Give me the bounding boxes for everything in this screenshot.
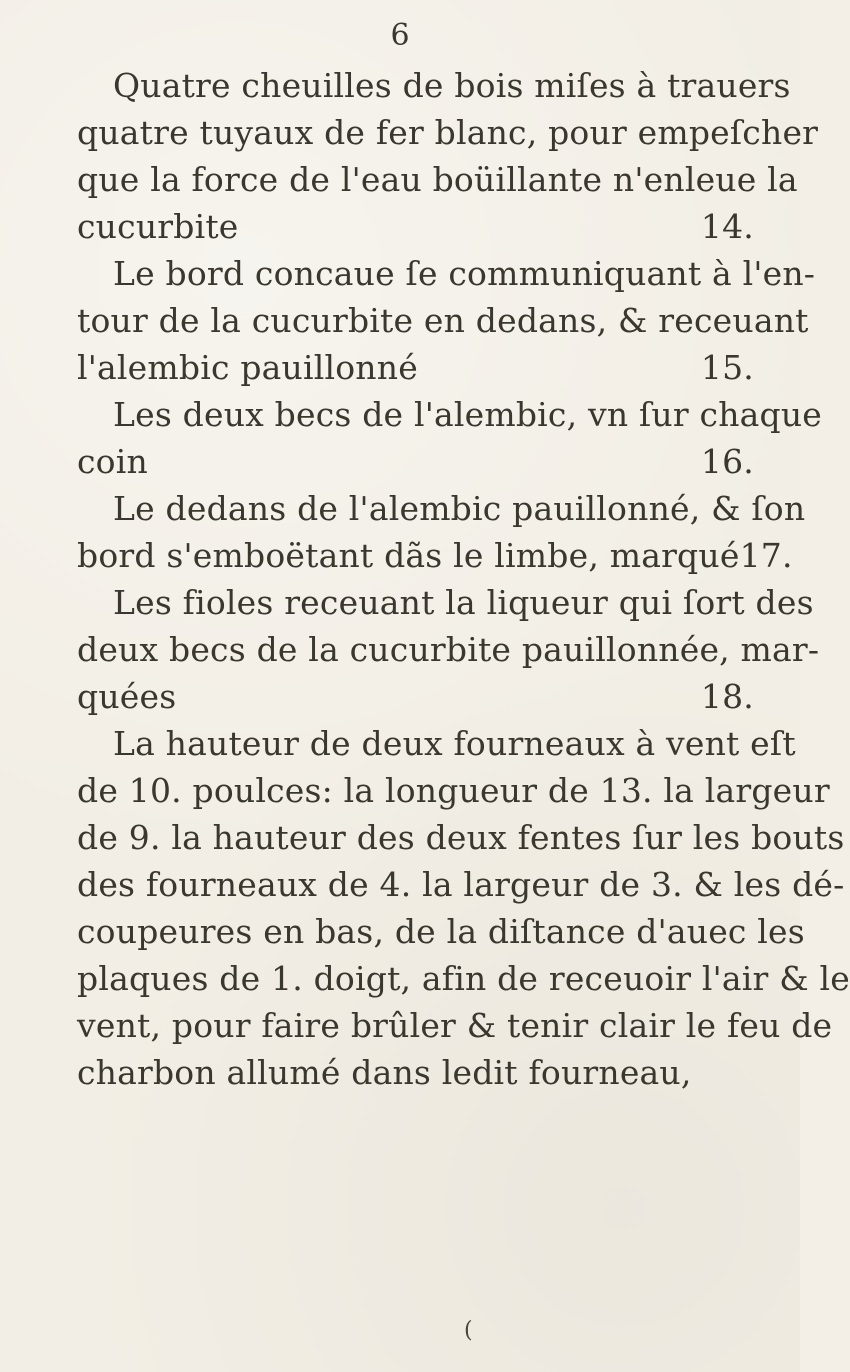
text-line: deux becs de la cucurbite pauillonnée, mar- [77, 630, 820, 669]
numbered-line [77, 438, 772, 485]
text-line: que la force de l'eau boüillante n'enleue la [77, 160, 798, 199]
page-number: 6 [390, 18, 410, 53]
numbered-line [77, 203, 772, 250]
line-text: bord s'emboëtant dãs le limbe, marqué [77, 536, 740, 575]
item-number: 15. [700, 348, 754, 387]
text-line: Les fioles receuant la liqueur qui ſort des [113, 583, 814, 622]
text-line: Quatre cheuilles de bois miſes à trauers [113, 66, 791, 105]
line-text: quées [77, 677, 177, 716]
numbered-line [77, 532, 793, 579]
item-number: 18. [700, 677, 754, 716]
text-line: des fourneaux de 4. la largeur de 3. & les dé- [77, 865, 845, 904]
text-line: coupeures en bas, de la diſtance d'auec les [77, 912, 805, 951]
numbered-line [77, 344, 772, 391]
item-number: 17. [739, 536, 793, 575]
item-number: 14. [700, 207, 754, 246]
text-line: vent, pour faire brûler & tenir clair le feu de [77, 1006, 833, 1045]
item-number: 16. [700, 442, 754, 481]
text-line: quatre tuyaux de fer blanc, pour empeſcher [77, 113, 819, 152]
text-line: La hauteur de deux fourneaux à vent eſt [113, 724, 796, 763]
line-text: coin [77, 442, 148, 481]
text-line: tour de la cucurbite en dedans, & receuant [77, 301, 809, 340]
text-line: de 9. la hauteur des deux fentes ſur les bouts [77, 818, 845, 857]
numbered-line [77, 673, 772, 720]
text-line: Le dedans de l'alembic pauillonné, & ſon [113, 489, 806, 528]
text-line: Les deux becs de l'alembic, vn ſur chaque [113, 395, 823, 434]
text-line: plaques de 1. doigt, afin de receuoir l'air & le [77, 959, 850, 998]
text-line: de 10. poulces: la longueur de 13. la largeur [77, 771, 830, 810]
line-text: cucurbite [77, 207, 239, 246]
text-line: Le bord concaue ſe communiquant à l'en- [113, 254, 816, 293]
text-line: charbon allumé dans ledit fourneau, [77, 1053, 692, 1092]
page-text [77, 62, 850, 1096]
line-text: l'alembic pauillonné [77, 348, 418, 387]
footer-mark: ( [464, 1318, 473, 1343]
